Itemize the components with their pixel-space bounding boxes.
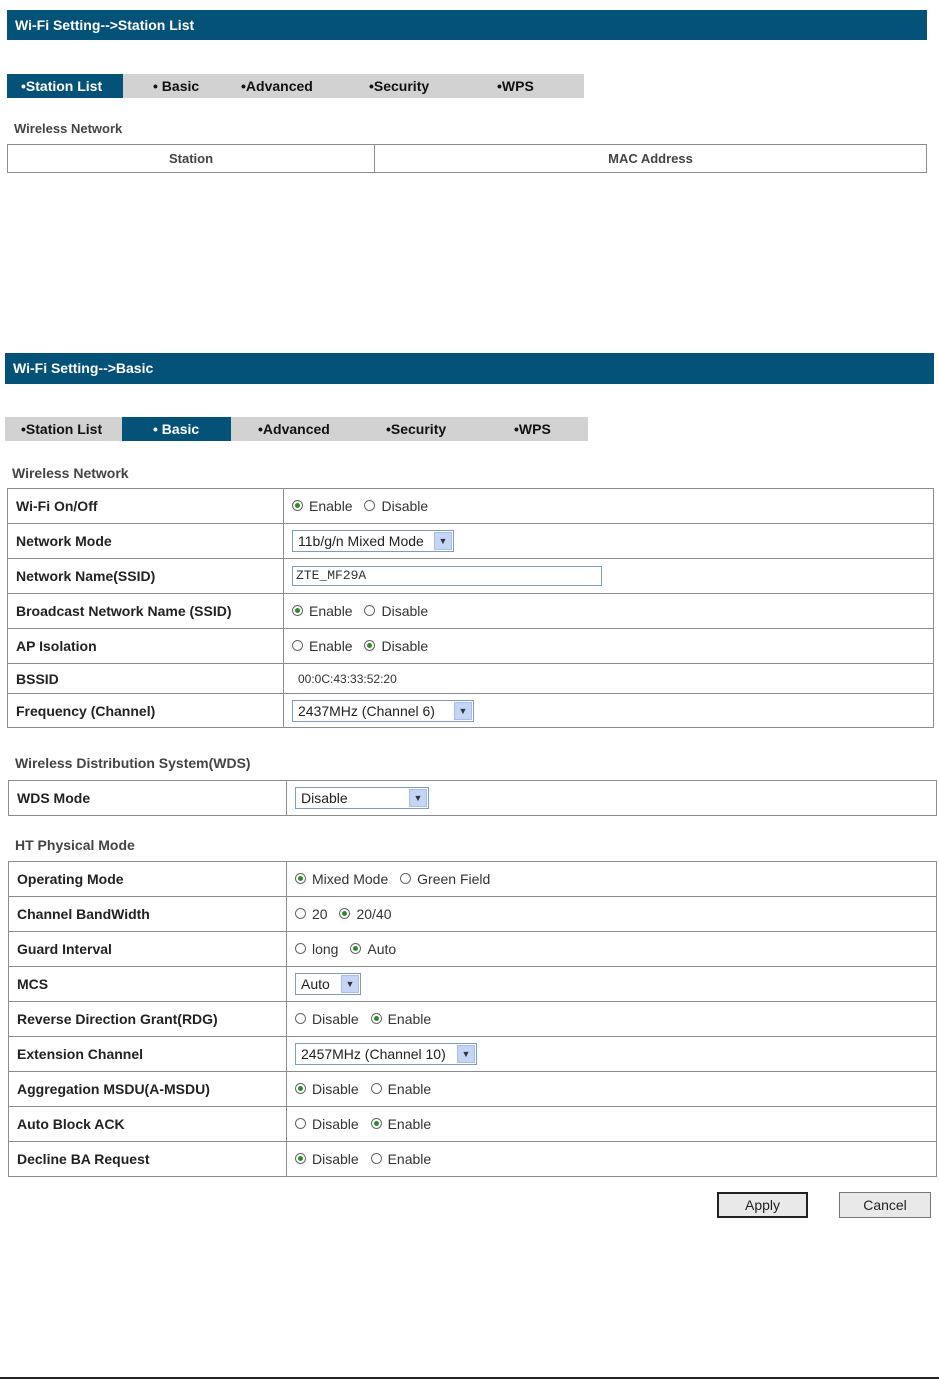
- ssid-field: [284, 559, 934, 594]
- page-title: Wi-Fi Setting-->Basic: [13, 360, 154, 376]
- mixed-mode-radio[interactable]: Mixed Mode: [295, 871, 388, 887]
- chevron-down-icon: ▼: [434, 532, 452, 550]
- amsdu-label: Aggregation MSDU(A-MSDU): [9, 1072, 287, 1107]
- mcs-field: [287, 967, 937, 1002]
- ap-isolation-disable-radio[interactable]: Disable: [364, 638, 428, 654]
- tab-advanced[interactable]: •Advanced: [241, 78, 313, 94]
- radio-icon: [371, 1013, 382, 1024]
- radio-icon: [295, 908, 306, 919]
- radio-icon: [295, 943, 306, 954]
- decline-ba-disable-radio[interactable]: Disable: [295, 1151, 359, 1167]
- chevron-down-icon: ▼: [409, 789, 427, 807]
- wds-table: [8, 780, 937, 816]
- decline-ba-label: Decline BA Request: [9, 1142, 287, 1177]
- cancel-button[interactable]: Cancel: [839, 1192, 931, 1218]
- channel-bandwidth-label: Channel BandWidth: [9, 897, 287, 932]
- basic-title-bar: [5, 353, 934, 384]
- tab-security[interactable]: •Security: [386, 421, 447, 437]
- tab-station-list[interactable]: •Station List: [21, 421, 103, 437]
- wireless-settings-table: [7, 488, 934, 728]
- auto-block-ack-enable-radio[interactable]: Enable: [371, 1116, 432, 1132]
- operating-mode-field: [287, 862, 937, 897]
- frequency-field: [284, 694, 934, 728]
- tab-bar: [7, 74, 584, 98]
- network-mode-label: Network Mode: [8, 524, 284, 559]
- chevron-down-icon: ▼: [341, 975, 359, 993]
- radio-icon: [364, 640, 375, 651]
- radio-icon: [295, 1118, 306, 1129]
- radio-icon: [292, 500, 303, 511]
- broadcast-ssid-field: [284, 594, 934, 629]
- wifi-enable-radio[interactable]: Enable: [292, 498, 353, 514]
- radio-icon: [292, 640, 303, 651]
- wds-mode-select[interactable]: Disable ▼: [295, 787, 429, 809]
- decline-ba-field: [287, 1142, 937, 1177]
- radio-icon: [400, 873, 411, 884]
- amsdu-disable-radio[interactable]: Disable: [295, 1081, 359, 1097]
- bssid-label: BSSID: [8, 664, 284, 694]
- chevron-down-icon: ▼: [457, 1045, 475, 1063]
- radio-icon: [295, 1013, 306, 1024]
- tab-basic[interactable]: • Basic: [122, 417, 231, 441]
- extension-channel-label: Extension Channel: [9, 1037, 287, 1072]
- column-header-mac: MAC Address: [375, 145, 927, 173]
- amsdu-field: [287, 1072, 937, 1107]
- tab-station-list[interactable]: •Station List: [7, 74, 123, 98]
- wifi-disable-radio[interactable]: Disable: [364, 498, 428, 514]
- section-label: Wireless Distribution System(WDS): [15, 755, 251, 771]
- radio-icon: [295, 1083, 306, 1094]
- apply-button[interactable]: Apply: [717, 1192, 808, 1218]
- mcs-label: MCS: [9, 967, 287, 1002]
- auto-block-ack-field: [287, 1107, 937, 1142]
- radio-icon: [295, 1153, 306, 1164]
- frequency-label: Frequency (Channel): [8, 694, 284, 728]
- mcs-select[interactable]: Auto ▼: [295, 973, 361, 995]
- network-mode-select[interactable]: 11b/g/n Mixed Mode ▼: [292, 530, 454, 552]
- bw-20-radio[interactable]: 20: [295, 906, 328, 922]
- operating-mode-label: Operating Mode: [9, 862, 287, 897]
- radio-icon: [295, 873, 306, 884]
- radio-icon: [339, 908, 350, 919]
- station-list-title-bar: [7, 10, 927, 40]
- page-title: Wi-Fi Setting-->Station List: [15, 17, 195, 33]
- radio-icon: [292, 605, 303, 616]
- channel-bandwidth-field: [287, 897, 937, 932]
- bottom-divider: [0, 1377, 939, 1379]
- wifi-onoff-label: Wi-Fi On/Off: [8, 489, 284, 524]
- rdg-enable-radio[interactable]: Enable: [371, 1011, 432, 1027]
- auto-block-ack-disable-radio[interactable]: Disable: [295, 1116, 359, 1132]
- wifi-onoff-field: [284, 489, 934, 524]
- tab-wps[interactable]: •WPS: [514, 421, 551, 437]
- ap-isolation-label: AP Isolation: [8, 629, 284, 664]
- network-mode-field: [284, 524, 934, 559]
- ssid-label: Network Name(SSID): [8, 559, 284, 594]
- ap-isolation-enable-radio[interactable]: Enable: [292, 638, 353, 654]
- broadcast-disable-radio[interactable]: Disable: [364, 603, 428, 619]
- broadcast-enable-radio[interactable]: Enable: [292, 603, 353, 619]
- green-field-radio[interactable]: Green Field: [400, 871, 490, 887]
- rdg-field: [287, 1002, 937, 1037]
- bssid-value: 00:0C:43:33:52:20: [284, 664, 934, 694]
- radio-icon: [371, 1118, 382, 1129]
- decline-ba-enable-radio[interactable]: Enable: [371, 1151, 432, 1167]
- ht-physical-table: [8, 861, 937, 1177]
- wds-mode-label: WDS Mode: [9, 781, 287, 816]
- gi-auto-radio[interactable]: Auto: [350, 941, 396, 957]
- extension-channel-select[interactable]: 2457MHz (Channel 10) ▼: [295, 1043, 477, 1065]
- section-label: Wireless Network: [14, 121, 123, 136]
- bw-20-40-radio[interactable]: 20/40: [339, 906, 391, 922]
- rdg-label: Reverse Direction Grant(RDG): [9, 1002, 287, 1037]
- broadcast-ssid-label: Broadcast Network Name (SSID): [8, 594, 284, 629]
- tab-wps[interactable]: •WPS: [497, 78, 534, 94]
- rdg-disable-radio[interactable]: Disable: [295, 1011, 359, 1027]
- radio-icon: [371, 1083, 382, 1094]
- column-header-station: Station: [8, 145, 375, 173]
- radio-icon: [371, 1153, 382, 1164]
- frequency-select[interactable]: 2437MHz (Channel 6) ▼: [292, 700, 474, 722]
- gi-long-radio[interactable]: long: [295, 941, 338, 957]
- section-label: HT Physical Mode: [15, 837, 135, 853]
- section-label: Wireless Network: [12, 465, 129, 481]
- amsdu-enable-radio[interactable]: Enable: [371, 1081, 432, 1097]
- wds-mode-field: [287, 781, 937, 816]
- ap-isolation-field: [284, 629, 934, 664]
- tab-basic[interactable]: • Basic: [153, 78, 200, 94]
- guard-interval-field: [287, 932, 937, 967]
- tab-advanced[interactable]: •Advanced: [258, 421, 330, 437]
- guard-interval-label: Guard Interval: [9, 932, 287, 967]
- chevron-down-icon: ▼: [454, 702, 472, 720]
- radio-icon: [364, 605, 375, 616]
- station-table: [7, 144, 927, 173]
- auto-block-ack-label: Auto Block ACK: [9, 1107, 287, 1142]
- radio-icon: [364, 500, 375, 511]
- tab-security[interactable]: •Security: [369, 78, 430, 94]
- radio-icon: [350, 943, 361, 954]
- extension-channel-field: [287, 1037, 937, 1072]
- ssid-input[interactable]: ZTE_MF29A: [292, 566, 602, 586]
- tab-bar: [5, 417, 588, 441]
